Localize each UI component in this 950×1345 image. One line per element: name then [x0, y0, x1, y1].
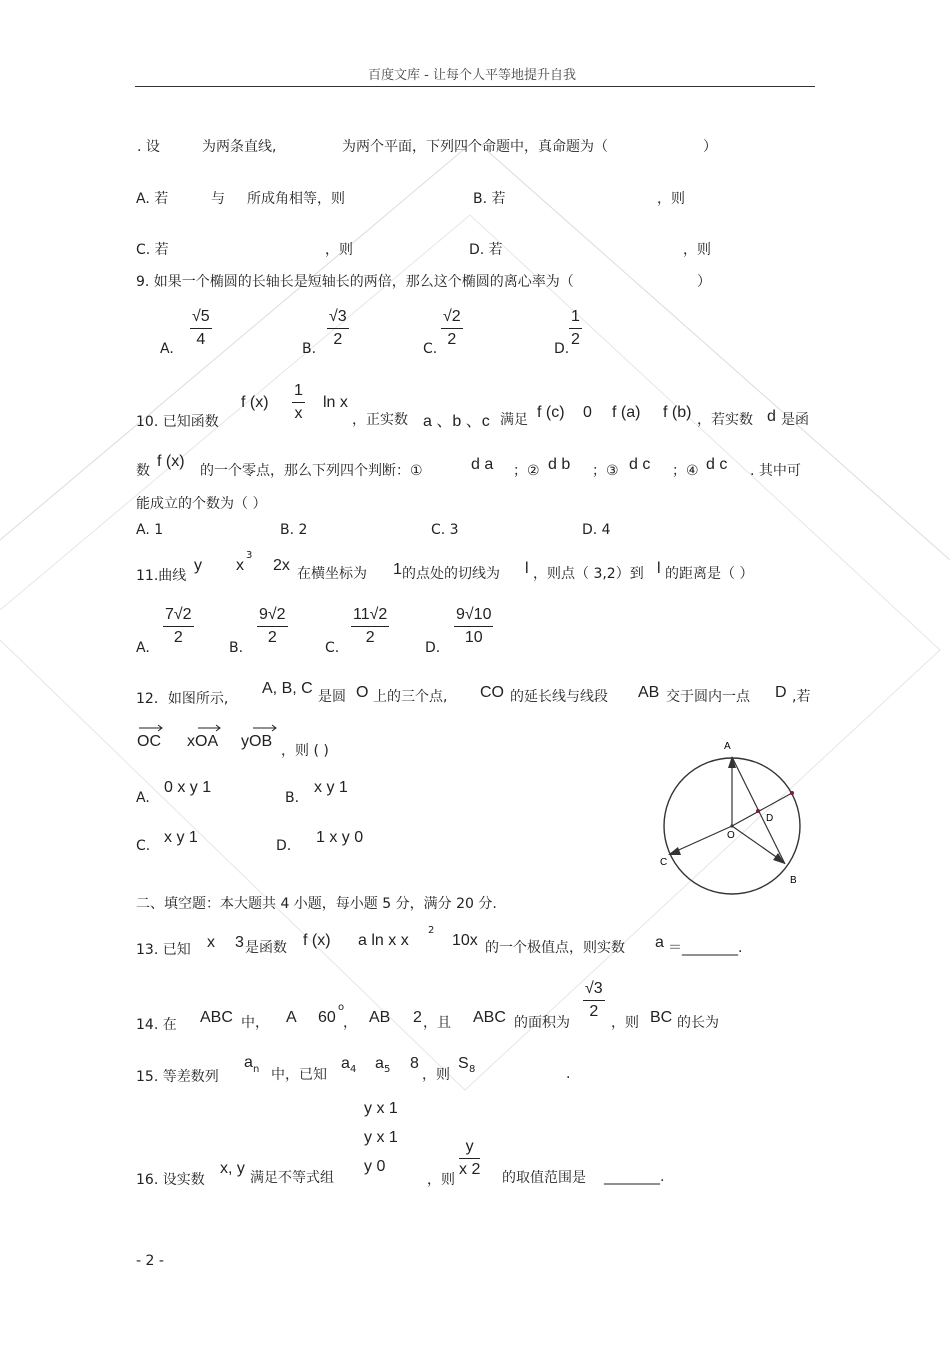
q12-then: ，则 ( ) [281, 743, 329, 759]
q10-fa: f (a) [612, 404, 641, 421]
q8-stem-c: 为两个平面，下列四个命题中，真命题为（ [342, 139, 608, 155]
q16-system-line-2: y x 1 [364, 1129, 398, 1146]
q11-option-a-fraction: $\frac{7√2}{2}$ [165, 606, 192, 646]
q11-mid2: 的点处的切线为 [402, 566, 500, 582]
q12-option-c-label: C. [136, 838, 151, 854]
q12-ab: AB [638, 684, 660, 701]
q12-stem: 12．如图所示, [136, 691, 229, 707]
q14-mid3: 的面积为 [514, 1015, 570, 1031]
q9-option-a-label: A. [160, 341, 174, 357]
q11-option-c-label: C. [325, 640, 340, 656]
header-title: 百度文库 - 让每个人平等地提升自我 [368, 68, 576, 83]
q11-l2: l [657, 560, 661, 577]
q10-mid1: ，正实数 [352, 412, 408, 428]
footer-page-number: - 2 - [136, 1253, 164, 1269]
section2-title: 二、填空题：本大题共 4 小题，每小题 5 分，满分 20 分. [136, 896, 497, 912]
q9-option-c-label: C. [423, 341, 438, 357]
q15-eight: 8 [410, 1055, 419, 1072]
q16-fraction: $\frac{y}{x 2}$ [459, 1138, 481, 1178]
q10-fb: f (b) [663, 404, 692, 421]
q15-then: ，则 [422, 1067, 450, 1083]
q10-fc: f (c) [537, 404, 565, 421]
q13-square: 2 [428, 925, 435, 936]
q12-co: CO [480, 684, 504, 701]
q12-mid1: 是圆 [318, 689, 346, 705]
q13-blank: ＝________. [668, 940, 743, 956]
q11-l: l [525, 560, 529, 577]
q16-xy: x, y [220, 1160, 245, 1177]
q14-mid4: ，则 [611, 1015, 639, 1031]
q10-line2-a: 数 [136, 463, 150, 479]
q13-a: a [655, 934, 664, 951]
q10-sep-2: ；③ [592, 463, 619, 479]
q11-one: 1 [393, 561, 402, 578]
q14-sixty: 60 [318, 1009, 336, 1026]
fig-label-o: O [727, 830, 735, 841]
q15-s-sub: 8 [469, 1064, 476, 1075]
q10-option-b: B. 2 [280, 522, 308, 538]
vector-oc [672, 826, 732, 853]
q9-option-c-fraction: $\frac{√2}{2}$ [443, 308, 461, 348]
q13-x: x [207, 934, 215, 951]
q14-tail: 的长为 [677, 1015, 719, 1031]
q13-tail: 的一个极值点，则实数 [485, 940, 625, 956]
q10-stem: 10. 已知函数 [136, 414, 219, 430]
q11-option-a-label: A. [136, 640, 150, 656]
q16-then: ，则 [427, 1172, 455, 1188]
q11-option-b-label: B. [229, 640, 244, 656]
q10-judge-1: d a [471, 456, 494, 473]
arrowhead-c [668, 847, 681, 855]
q12-tail: ,若 [792, 689, 811, 705]
q12-o: O [356, 684, 369, 701]
q12-option-d-expr: 1 x y 0 [316, 829, 364, 846]
q12-mid3: 的延长线与线段 [510, 689, 608, 705]
q14-mid2: ，且 [423, 1015, 451, 1031]
q12-abc: A, B, C [262, 680, 313, 697]
q10-judge-2: d b [548, 456, 571, 473]
fig-label-c: C [660, 857, 668, 868]
fig-label-d: D [766, 813, 774, 824]
q10-option-c: C. 3 [431, 522, 459, 538]
q11-2x: 2x [273, 557, 290, 574]
q11-option-d-fraction: $\frac{9√10}{10}$ [456, 606, 492, 646]
q15-stem: 15. 等差数列 [136, 1069, 219, 1085]
q9-option-b-label: B. [302, 341, 317, 357]
q11-y: y [194, 557, 202, 574]
q12-option-b-expr: x y 1 [314, 779, 348, 796]
q15-a4: a [341, 1055, 350, 1072]
q16-stem: 16. 设实数 [136, 1172, 205, 1188]
header-divider [135, 86, 815, 87]
q8-option-c-tail: ，则 [325, 242, 353, 258]
q11-mid3: ，则点（ 3,2）到 [533, 566, 644, 582]
q13-expr: a ln x x [358, 932, 409, 949]
q14-ab: AB [369, 1009, 391, 1026]
q13-10x: 10x [452, 932, 478, 949]
q11-stem: 11.曲线 [136, 568, 187, 584]
q14-two: 2 [413, 1009, 422, 1026]
q9-option-d-label: D. [554, 341, 570, 357]
q16-system-line-1: y x 1 [364, 1100, 398, 1117]
q12-option-a-expr: 0 x y 1 [164, 779, 212, 796]
q14-abc2: ABC [473, 1009, 506, 1026]
q8-stem-close: ） [703, 139, 717, 155]
q14-stem: 14. 在 [136, 1017, 177, 1033]
q8-option-c: C. 若 [136, 242, 169, 258]
q12-mid2: 上的三个点, [373, 689, 448, 705]
q11-exponent: 3 [246, 550, 253, 561]
q8-option-d-tail: ，则 [683, 242, 711, 258]
q8-option-a-tail: 所成角相等，则 [247, 191, 345, 207]
q16-system-line-3: y 0 [364, 1158, 386, 1175]
q14-comma: ， [343, 1015, 357, 1031]
q10-line3: 能成立的个数为（ ） [136, 496, 267, 512]
q14-area-fraction: $\frac{√3}{2}$ [585, 980, 603, 1020]
q11-x: x [236, 557, 244, 574]
q11-option-d-label: D. [425, 640, 441, 656]
segment-od [732, 793, 792, 826]
q10-mid2: ，若实数 [697, 412, 753, 428]
q8-stem-a: . 设 [137, 139, 160, 155]
q10-line2-end: . 其中可 [750, 463, 801, 479]
q16-tail: 的取值范围是 [502, 1170, 586, 1186]
q10-line2-fx: f (x) [157, 453, 185, 470]
q15-mid: 中，已知 [271, 1067, 327, 1083]
q10-lnx: ln x [323, 394, 348, 411]
fig-label-a: A [724, 741, 731, 752]
q11-mid: 在横坐标为 [297, 566, 367, 582]
q10-d: d [767, 408, 776, 425]
q14-angle-a: A [286, 1009, 297, 1026]
q10-option-d: D. 4 [582, 522, 611, 538]
q9-option-b-fraction: $\frac{√3}{2}$ [329, 308, 347, 348]
q10-fx: f (x) [241, 394, 269, 411]
q14-mid1: 中， [241, 1015, 269, 1031]
q12-circle-figure [655, 735, 810, 895]
q12-xoa: xOA [187, 733, 219, 750]
q9-stem-close: ） [697, 274, 711, 290]
q8-option-b: B. 若 [473, 191, 506, 207]
q10-zero: 0 [583, 404, 592, 421]
q14-degree: o [338, 1002, 345, 1013]
q15-an: a [244, 1054, 253, 1071]
q9-stem: 9. 如果一个椭圆的长轴长是短轴长的两倍，那么这个椭圆的离心率为（ [136, 274, 574, 290]
q10-sep-3: ；④ [672, 463, 699, 479]
q15-dot: . [566, 1066, 571, 1082]
q9-option-a-fraction: $\frac{√5}{4}$ [192, 308, 210, 348]
q12-mid4: 交于圆内一点 [666, 689, 750, 705]
q10-sep-1: ；② [513, 463, 540, 479]
q12-option-d-label: D. [276, 838, 292, 854]
point-o [730, 824, 733, 827]
q8-option-d: D. 若 [469, 242, 503, 258]
point-top-right [790, 791, 794, 795]
q10-satisfy: 满足 [500, 412, 528, 428]
q10-judge-4: d c [706, 456, 728, 473]
q12-oc: OC [137, 733, 161, 750]
q9-option-d-fraction: $\frac{1}{2}$ [571, 308, 580, 348]
q10-judge-3: d c [629, 456, 651, 473]
fig-label-b: B [790, 875, 797, 886]
q15-an-sub: n [253, 1064, 260, 1075]
q8-option-a-mid: 与 [211, 191, 225, 207]
q8-stem-b: 为两条直线, [202, 139, 277, 155]
q15-s: S [458, 1055, 469, 1072]
q10-option-a: A. 1 [136, 522, 164, 538]
q10-line2-b: 的一个零点，那么下列四个判断：① [200, 463, 423, 479]
q15-a5-sub: 5 [384, 1064, 391, 1075]
q13-mid: 是函数 [245, 940, 287, 956]
q11-option-b-fraction: $\frac{9√2}{2}$ [259, 606, 286, 646]
q12-d: D [775, 684, 787, 701]
q15-a4-sub: 4 [350, 1064, 357, 1075]
q10-abc: a 、b 、c [423, 413, 490, 430]
q13-three: 3 [235, 934, 244, 951]
q11-tail: 的距离是（ ） [665, 566, 754, 582]
q15-a5: a [375, 1055, 384, 1072]
q8-option-a: A. 若 [136, 191, 169, 207]
q14-bc: BC [650, 1009, 673, 1026]
q14-abc: ABC [200, 1009, 233, 1026]
q10-fraction: $\frac{1}{x}$ [294, 382, 303, 422]
q16-mid: 满足不等式组 [250, 1170, 334, 1186]
q12-option-a-label: A. [136, 790, 150, 806]
q16-blank: ________. [604, 1169, 665, 1185]
q13-fx: f (x) [303, 932, 331, 949]
point-d [756, 809, 760, 813]
q11-option-c-fraction: $\frac{11√2}{2}$ [353, 606, 388, 646]
arrowhead-b [773, 853, 785, 864]
q10-tail1: 是函 [781, 412, 809, 428]
q13-stem: 13. 已知 [136, 942, 191, 958]
q12-yob: yOB [241, 733, 273, 750]
q12-option-b-label: B. [285, 790, 300, 806]
q8-option-b-tail: ，则 [657, 191, 685, 207]
q12-option-c-expr: x y 1 [164, 829, 198, 846]
